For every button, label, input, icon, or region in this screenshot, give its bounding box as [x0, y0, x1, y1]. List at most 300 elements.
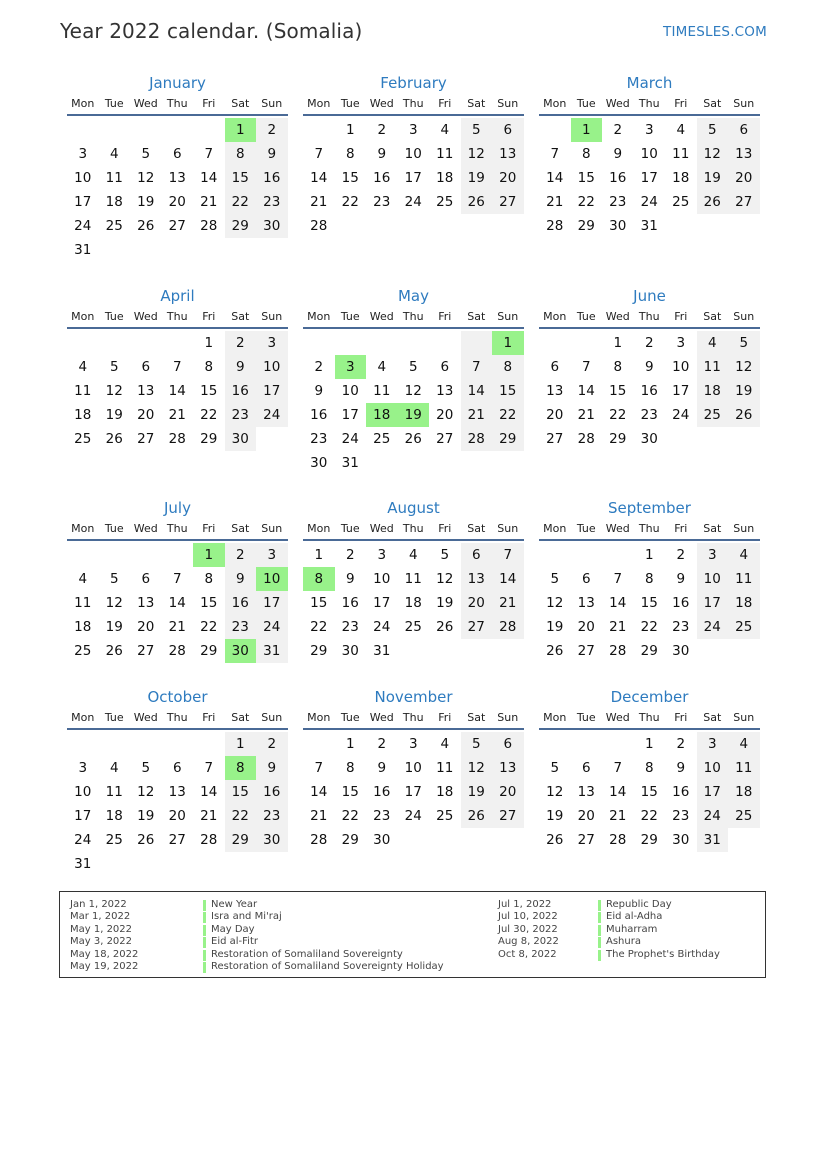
day-cell: 23 [225, 615, 257, 639]
day-cell: 5 [440, 547, 450, 563]
day-cell: 26 [105, 431, 123, 447]
day-cell: 5 [408, 359, 418, 375]
day-cell: 4 [78, 571, 88, 587]
day-grid [539, 118, 760, 238]
weekday-label: Tue [104, 711, 124, 724]
day-cell: 23 [672, 808, 690, 824]
day-cell: 16 [609, 170, 627, 186]
day-cell: 9 [256, 756, 288, 780]
day-cell: 6 [461, 543, 493, 567]
day-cell: 27 [577, 832, 595, 848]
day-cell: 15 [225, 166, 257, 190]
day-cell: 24 [256, 403, 288, 427]
day-grid [67, 331, 288, 451]
day-cell: 17 [74, 194, 92, 210]
day-cell: 25 [728, 804, 760, 828]
day-cell: 27 [492, 190, 524, 214]
day-cell: 18 [672, 170, 690, 186]
day-cell: 28 [168, 643, 186, 659]
weekday-label: Thu [402, 97, 424, 110]
day-cell: 15 [341, 784, 359, 800]
day-cell: 21 [310, 808, 328, 824]
day-cell: 22 [577, 194, 595, 210]
day-cell: 3 [256, 543, 288, 567]
holiday-marker-icon [598, 937, 601, 948]
day-cell: 31 [341, 455, 359, 471]
day-cell: 20 [728, 166, 760, 190]
day-cell: 19 [546, 808, 564, 824]
weekday-header [67, 708, 288, 730]
day-cell: 8 [613, 359, 623, 375]
weekday-header [67, 94, 288, 116]
day-cell: 23 [373, 808, 391, 824]
day-cell: 23 [256, 804, 288, 828]
day-cell: 2 [377, 736, 387, 752]
day-cell: 26 [404, 431, 422, 447]
day-cell: 6 [581, 571, 591, 587]
day-cell: 24 [256, 615, 288, 639]
day-cell: 15 [577, 170, 595, 186]
weekday-label: Thu [638, 310, 660, 323]
weekday-label: Mon [71, 711, 95, 724]
day-cell: 30 [672, 643, 690, 659]
day-cell: 11 [373, 383, 391, 399]
day-cell: 29 [225, 214, 257, 238]
day-cell: 24 [640, 194, 658, 210]
holiday-marker-icon [203, 962, 206, 973]
day-cell: 20 [436, 407, 454, 423]
day-cell: 30 [225, 427, 257, 451]
day-cell: 1 [644, 547, 654, 563]
weekday-label: Sun [733, 97, 755, 110]
day-cell: 22 [225, 190, 257, 214]
day-cell: 18 [404, 595, 422, 611]
day-cell: 7 [172, 359, 182, 375]
day-cell: 23 [373, 194, 391, 210]
day-cell: 2 [676, 736, 686, 752]
weekday-label: Mon [71, 522, 95, 535]
holiday-name: Republic Day [606, 899, 672, 910]
day-cell: 21 [168, 619, 186, 635]
day-cell: 22 [200, 619, 218, 635]
holiday-name: Eid al-Fitr [211, 936, 258, 948]
weekday-label: Fri [202, 711, 216, 724]
day-cell: 7 [613, 760, 623, 776]
day-cell: 17 [256, 591, 288, 615]
day-cell: 4 [408, 547, 418, 563]
empty-cell [67, 331, 99, 355]
weekday-label: Thu [638, 522, 660, 535]
day-cell: 5 [109, 359, 119, 375]
day-cell: 7 [314, 760, 324, 776]
weekday-label: Tue [340, 97, 360, 110]
empty-cell [303, 331, 335, 355]
holiday-marker-icon [598, 912, 601, 923]
weekday-label: Mon [307, 97, 331, 110]
day-cell: 23 [609, 194, 627, 210]
weekday-label: Thu [638, 711, 660, 724]
day-cell: 22 [200, 407, 218, 423]
day-cell: 18 [728, 591, 760, 615]
day-cell: 8 [581, 146, 591, 162]
day-cell: 16 [225, 591, 257, 615]
weekday-header [303, 519, 524, 541]
weekday-label: Wed [133, 310, 158, 323]
day-cell: 28 [577, 431, 595, 447]
day-cell: 12 [728, 355, 760, 379]
holiday-date: Aug 8, 2022 [498, 936, 559, 948]
day-cell: 7 [314, 146, 324, 162]
empty-cell [539, 543, 571, 567]
weekday-label: Sat [703, 310, 722, 323]
day-cell: 15 [609, 383, 627, 399]
day-cell: 30 [256, 214, 288, 238]
day-cell: 9 [256, 142, 288, 166]
day-cell: 22 [341, 194, 359, 210]
day-cell: 13 [577, 784, 595, 800]
day-cell: 7 [204, 760, 214, 776]
day-cell: 10 [697, 756, 729, 780]
day-cell: 6 [141, 359, 151, 375]
day-cell: 1 [613, 335, 623, 351]
day-cell: 5 [141, 760, 151, 776]
day-cell: 27 [577, 643, 595, 659]
day-cell: 19 [137, 194, 155, 210]
day-cell: 19 [105, 407, 123, 423]
day-cell: 7 [613, 571, 623, 587]
weekday-label: Thu [166, 97, 188, 110]
empty-cell [461, 331, 493, 355]
month-title: November [374, 688, 453, 706]
weekday-label: Mon [71, 97, 95, 110]
day-cell: 28 [168, 431, 186, 447]
day-cell: 2 [377, 122, 387, 138]
holiday-name: The Prophet's Birthday [606, 948, 720, 960]
day-cell: 24 [373, 619, 391, 635]
day-cell: 29 [310, 643, 328, 659]
day-cell: 14 [609, 595, 627, 611]
day-cell: 23 [640, 407, 658, 423]
weekday-label: Sun [733, 711, 755, 724]
holiday-day: 18 [366, 403, 398, 427]
empty-cell [366, 331, 398, 355]
day-cell: 12 [461, 142, 493, 166]
day-cell: 16 [310, 407, 328, 423]
day-cell: 2 [676, 547, 686, 563]
day-cell: 9 [676, 571, 686, 587]
day-cell: 20 [492, 780, 524, 804]
holiday-date: May 19, 2022 [70, 960, 139, 972]
empty-cell [571, 732, 603, 756]
empty-cell [130, 732, 162, 756]
holiday-marker-icon [203, 950, 206, 961]
holiday-marker-icon [203, 937, 206, 948]
day-grid [67, 118, 288, 262]
weekday-label: Sun [497, 711, 519, 724]
empty-cell [429, 331, 461, 355]
weekday-label: Tue [576, 97, 596, 110]
day-cell: 29 [577, 218, 595, 234]
day-cell: 6 [492, 732, 524, 756]
weekday-label: Fri [674, 97, 688, 110]
month-title: October [147, 688, 208, 706]
weekday-header [303, 708, 524, 730]
day-cell: 17 [697, 780, 729, 804]
holiday-date: Jul 10, 2022 [498, 911, 558, 923]
day-cell: 21 [200, 194, 218, 210]
day-cell: 5 [461, 118, 493, 142]
day-cell: 29 [341, 832, 359, 848]
holiday-day: 1 [492, 331, 524, 355]
day-cell: 7 [492, 543, 524, 567]
weekday-label: Wed [369, 711, 394, 724]
day-cell: 31 [74, 242, 92, 258]
weekday-label: Thu [166, 522, 188, 535]
day-cell: 13 [492, 756, 524, 780]
day-cell: 21 [609, 808, 627, 824]
month-title: June [633, 287, 666, 305]
month-title: January [149, 74, 206, 92]
day-cell: 3 [256, 331, 288, 355]
weekday-header [539, 708, 760, 730]
day-cell: 28 [609, 643, 627, 659]
day-cell: 29 [200, 643, 218, 659]
day-cell: 1 [345, 122, 355, 138]
weekday-header [67, 519, 288, 541]
weekday-label: Thu [638, 97, 660, 110]
day-cell: 25 [74, 431, 92, 447]
holiday-day: 1 [193, 543, 225, 567]
day-cell: 18 [436, 784, 454, 800]
month-april [67, 285, 288, 451]
day-cell: 22 [225, 804, 257, 828]
day-cell: 2 [314, 359, 324, 375]
day-cell: 23 [225, 403, 257, 427]
day-cell: 6 [172, 760, 182, 776]
month-november [303, 686, 524, 852]
weekday-label: Tue [576, 310, 596, 323]
holiday-date: May 1, 2022 [70, 923, 133, 935]
day-cell: 14 [310, 784, 328, 800]
day-cell: 15 [640, 595, 658, 611]
holiday-name: Restoration of Somaliland Sovereignty [211, 948, 403, 960]
day-cell: 9 [314, 383, 324, 399]
day-cell: 21 [492, 591, 524, 615]
day-cell: 17 [404, 784, 422, 800]
holiday-day: 10 [256, 567, 288, 591]
day-cell: 20 [461, 591, 493, 615]
weekday-label: Sun [261, 310, 283, 323]
empty-cell [539, 732, 571, 756]
day-cell: 4 [78, 359, 88, 375]
day-cell: 26 [137, 832, 155, 848]
brand-link[interactable]: TIMESLES.COM [663, 24, 767, 40]
day-cell: 25 [436, 808, 454, 824]
empty-cell [130, 118, 162, 142]
day-cell: 12 [546, 784, 564, 800]
weekday-label: Thu [166, 711, 188, 724]
holiday-name: Isra and Mi'raj [211, 911, 282, 923]
weekday-label: Sat [703, 711, 722, 724]
day-cell: 6 [581, 760, 591, 776]
day-cell: 9 [377, 760, 387, 776]
day-cell: 6 [550, 359, 560, 375]
weekday-label: Mon [307, 711, 331, 724]
day-cell: 8 [644, 760, 654, 776]
day-cell: 27 [168, 218, 186, 234]
day-cell: 20 [168, 808, 186, 824]
day-cell: 16 [640, 383, 658, 399]
day-cell: 29 [640, 832, 658, 848]
day-cell: 28 [461, 427, 493, 451]
weekday-label: Mon [71, 310, 95, 323]
weekday-label: Wed [605, 97, 630, 110]
day-cell: 19 [137, 808, 155, 824]
day-cell: 4 [109, 146, 119, 162]
weekday-label: Sun [261, 97, 283, 110]
weekday-label: Wed [605, 522, 630, 535]
day-cell: 25 [728, 615, 760, 639]
empty-cell [67, 543, 99, 567]
day-cell: 6 [141, 571, 151, 587]
day-cell: 14 [310, 170, 328, 186]
day-cell: 24 [74, 218, 92, 234]
day-cell: 24 [697, 615, 729, 639]
month-title: May [397, 287, 429, 305]
day-cell: 25 [74, 643, 92, 659]
day-cell: 21 [200, 808, 218, 824]
day-cell: 17 [341, 407, 359, 423]
day-cell: 12 [404, 383, 422, 399]
day-cell: 3 [697, 732, 729, 756]
day-cell: 29 [492, 427, 524, 451]
holiday-marker-icon [203, 925, 206, 936]
day-cell: 11 [728, 567, 760, 591]
day-cell: 26 [697, 190, 729, 214]
day-cell: 2 [256, 118, 288, 142]
day-cell: 20 [577, 808, 595, 824]
day-cell: 8 [225, 142, 257, 166]
weekday-label: Sat [231, 310, 250, 323]
holiday-name: New Year [211, 899, 258, 910]
weekday-header [539, 307, 760, 329]
day-cell: 29 [640, 643, 658, 659]
weekday-label: Thu [402, 522, 424, 535]
day-cell: 13 [168, 170, 186, 186]
day-cell: 25 [697, 403, 729, 427]
day-cell: 20 [168, 194, 186, 210]
day-cell: 26 [137, 218, 155, 234]
day-cell: 5 [728, 331, 760, 355]
weekday-header [303, 307, 524, 329]
holiday-day: 1 [225, 118, 257, 142]
day-cell: 10 [256, 355, 288, 379]
day-cell: 19 [697, 166, 729, 190]
weekday-label: Sat [703, 97, 722, 110]
weekday-label: Tue [104, 522, 124, 535]
day-cell: 25 [105, 218, 123, 234]
day-cell: 22 [640, 808, 658, 824]
weekday-label: Sat [231, 711, 250, 724]
day-cell: 8 [204, 359, 214, 375]
month-june [539, 285, 760, 451]
month-august [303, 497, 524, 663]
day-cell: 18 [74, 619, 92, 635]
empty-cell [99, 118, 131, 142]
day-cell: 18 [74, 407, 92, 423]
weekday-label: Mon [307, 522, 331, 535]
weekday-header [303, 94, 524, 116]
month-september [539, 497, 760, 663]
day-cell: 17 [697, 591, 729, 615]
day-cell: 1 [225, 732, 257, 756]
day-cell: 31 [373, 643, 391, 659]
empty-cell [571, 543, 603, 567]
day-cell: 7 [204, 146, 214, 162]
page-title: Year 2022 calendar. (Somalia) [60, 19, 363, 43]
day-cell: 31 [640, 218, 658, 234]
weekday-header [67, 307, 288, 329]
holiday-marker-icon [203, 900, 206, 911]
day-cell: 15 [225, 780, 257, 804]
holiday-name: Restoration of Somaliland Sovereignty Holiday [211, 960, 444, 972]
day-cell: 8 [644, 571, 654, 587]
day-cell: 2 [225, 543, 257, 567]
day-cell: 2 [345, 547, 355, 563]
day-cell: 12 [137, 170, 155, 186]
day-cell: 9 [345, 571, 355, 587]
day-cell: 8 [204, 571, 214, 587]
day-cell: 8 [492, 355, 524, 379]
day-cell: 25 [404, 619, 422, 635]
day-grid [539, 543, 760, 663]
day-cell: 17 [404, 170, 422, 186]
day-cell: 29 [225, 828, 257, 852]
empty-cell [67, 732, 99, 756]
empty-cell [335, 331, 367, 355]
day-cell: 26 [105, 643, 123, 659]
day-cell: 18 [105, 194, 123, 210]
day-cell: 16 [256, 780, 288, 804]
month-march [539, 72, 760, 238]
day-cell: 4 [377, 359, 387, 375]
day-cell: 3 [676, 335, 686, 351]
weekday-label: Tue [104, 310, 124, 323]
day-cell: 29 [200, 431, 218, 447]
day-cell: 3 [78, 760, 88, 776]
day-cell: 1 [644, 736, 654, 752]
day-grid [67, 732, 288, 876]
day-cell: 9 [377, 146, 387, 162]
empty-cell [99, 331, 131, 355]
weekday-label: Wed [369, 97, 394, 110]
day-cell: 30 [373, 832, 391, 848]
weekday-label: Tue [340, 711, 360, 724]
holiday-name: Muharram [606, 923, 658, 935]
day-cell: 22 [492, 403, 524, 427]
empty-cell [99, 543, 131, 567]
empty-cell [162, 118, 194, 142]
day-cell: 13 [728, 142, 760, 166]
day-cell: 21 [546, 194, 564, 210]
day-cell: 27 [728, 190, 760, 214]
day-cell: 10 [341, 383, 359, 399]
day-cell: 25 [436, 194, 454, 210]
day-cell: 5 [550, 760, 560, 776]
weekday-label: Wed [133, 522, 158, 535]
day-cell: 9 [676, 760, 686, 776]
holiday-name: Ashura [606, 936, 641, 948]
